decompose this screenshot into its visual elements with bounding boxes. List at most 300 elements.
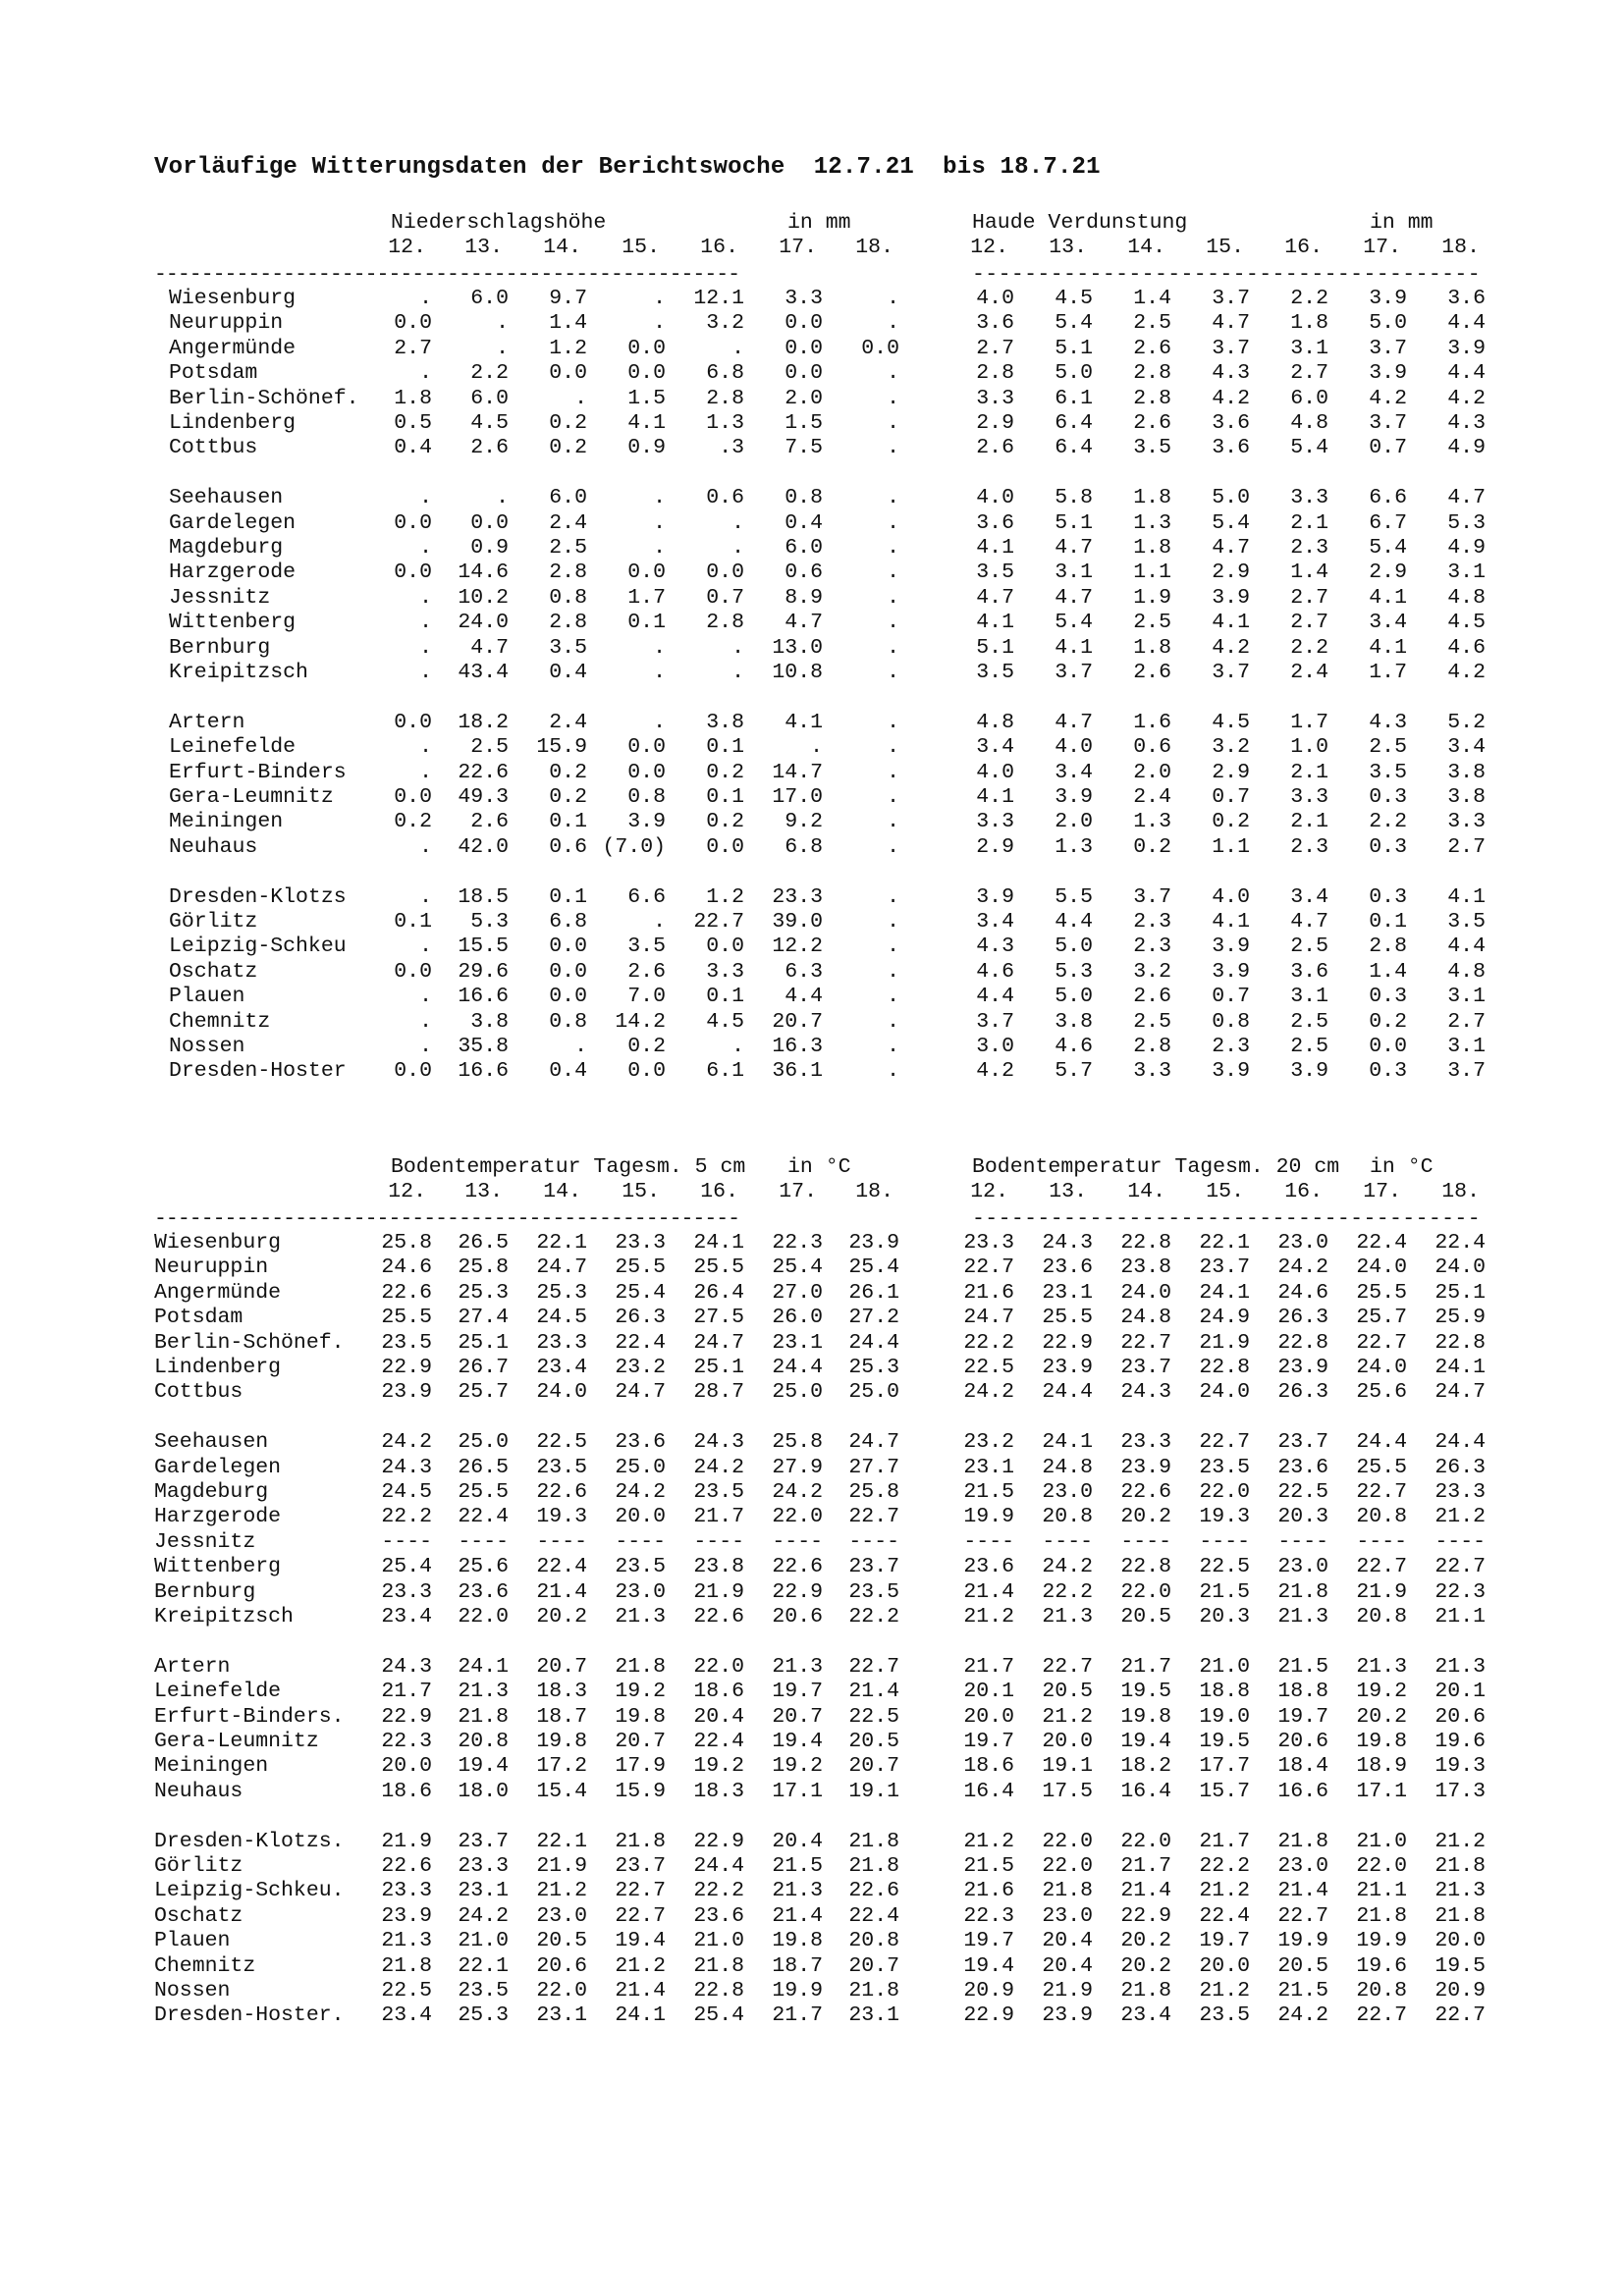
table-cell: 20.7	[772, 1704, 823, 1729]
table-cell: 22.0	[1042, 1829, 1093, 1853]
day-header-right: 14.	[1127, 1180, 1165, 1203]
table-cell: 23.1	[772, 1330, 823, 1355]
station-name: Erfurt-Binders	[169, 760, 347, 784]
table-cell: .	[810, 735, 823, 760]
table-cell: ----	[1042, 1529, 1093, 1554]
table-cell: 21.2	[536, 1879, 587, 1903]
table-cell: 5.8	[1055, 486, 1093, 510]
table-cell: 22.7	[1435, 2003, 1486, 2028]
table-cell: 22.2	[1199, 1854, 1250, 1878]
table-cell: 9.2	[785, 810, 823, 834]
table-cell: 0.0	[1369, 1035, 1407, 1058]
table-cell: 20.0	[381, 1754, 432, 1779]
table-cell: 21.4	[772, 1903, 823, 1928]
table-cell: 5.5	[1055, 884, 1093, 909]
table-cell: 22.1	[1199, 1231, 1250, 1255]
table-cell: 24.1	[1435, 1356, 1486, 1379]
table-cell: 5.4	[1055, 311, 1093, 336]
table-cell: 25.0	[458, 1430, 509, 1455]
right-table-unit: in mm	[1370, 211, 1434, 235]
table-cell: 6.6	[1369, 486, 1407, 510]
table-cell: 22.6	[848, 1879, 899, 1903]
table-cell: 24.6	[381, 1255, 432, 1280]
table-cell: 0.2	[549, 411, 587, 435]
table-cell: 3.4	[1369, 611, 1407, 635]
station-name: Magdeburg	[154, 1480, 269, 1504]
table-cell: 24.1	[615, 2003, 666, 2028]
table-cell: 0.8	[627, 785, 666, 809]
table-cell: 7.0	[627, 985, 666, 1009]
table-cell: 21.2	[1435, 1505, 1486, 1529]
table-cell: 23.6	[1277, 1455, 1328, 1479]
table-cell: 2.8	[706, 386, 744, 410]
station-name: Seehausen	[169, 486, 284, 510]
table-cell: 22.0	[772, 1505, 823, 1529]
table-cell: 23.0	[1042, 1480, 1093, 1504]
table-cell: .	[731, 536, 744, 560]
table-cell: 20.2	[1120, 1505, 1171, 1529]
table-cell: 2.6	[1133, 661, 1171, 684]
table-cell: 21.2	[963, 1605, 1014, 1629]
table-cell: 25.5	[693, 1255, 744, 1280]
table-cell: 25.5	[615, 1255, 666, 1280]
day-header-left: 15.	[622, 236, 660, 259]
table-cell: 22.9	[963, 2003, 1014, 2028]
table-cell: 19.4	[772, 1730, 823, 1753]
table-cell: 20.0	[1435, 1929, 1486, 1953]
table-cell: 22.7	[1277, 1903, 1328, 1928]
table-cell: 25.7	[458, 1380, 509, 1405]
table-cell: 0.0	[785, 361, 823, 386]
table-cell: 24.0	[1120, 1280, 1171, 1305]
table-cell: 18.6	[381, 1779, 432, 1803]
table-cell: .	[419, 884, 432, 909]
table-cell: 23.4	[381, 1605, 432, 1629]
table-cell: 3.5	[1133, 436, 1171, 460]
table-cell: 26.0	[772, 1306, 823, 1330]
table-cell: 20.0	[615, 1505, 666, 1529]
table-cell: 24.2	[458, 1903, 509, 1928]
table-cell: 25.3	[458, 1280, 509, 1305]
table-cell: 24.2	[1277, 2003, 1328, 2028]
table-cell: 24.7	[963, 1306, 1014, 1330]
table-cell: 25.5	[381, 1306, 432, 1330]
station-name: Neuhaus	[169, 834, 258, 859]
table-cell: 25.4	[693, 2003, 744, 2028]
day-header-right: 16.	[1284, 1180, 1323, 1203]
table-cell: 24.8	[1042, 1455, 1093, 1479]
table-cell: 13.0	[772, 635, 823, 660]
table-cell: 3.4	[1055, 760, 1093, 784]
table-cell: 6.4	[1055, 411, 1093, 435]
table-cell: 17.1	[1356, 1779, 1407, 1803]
table-cell: 5.4	[1290, 436, 1328, 460]
table-cell: 3.7	[976, 1009, 1014, 1034]
table-cell: 1.8	[1133, 536, 1171, 560]
table-cell: 24.7	[1435, 1380, 1486, 1405]
day-header-left: 13.	[464, 236, 503, 259]
table-cell: 24.0	[458, 611, 509, 635]
table-cell: 0.1	[1369, 910, 1407, 934]
left-table-unit: in mm	[787, 211, 851, 235]
table-cell: 20.4	[1042, 1953, 1093, 1978]
table-cell: 1.7	[1369, 661, 1407, 684]
table-cell: .3	[719, 436, 744, 460]
table-cell: 17.3	[1435, 1779, 1486, 1803]
station-name: Chemnitz	[169, 1009, 271, 1034]
table-cell: 25.4	[772, 1255, 823, 1280]
table-cell: 4.1	[976, 611, 1014, 635]
table-cell: .	[731, 336, 744, 360]
table-cell: 4.1	[976, 785, 1014, 809]
table-cell: .	[887, 810, 899, 834]
table-cell: .	[731, 635, 744, 660]
table-cell: 4.1	[1212, 611, 1250, 635]
right-table-header: Bodentemperatur Tagesm. 20 cm	[972, 1155, 1340, 1179]
table-cell: 23.9	[381, 1380, 432, 1405]
table-cell: 2.4	[1290, 661, 1328, 684]
table-cell: 21.3	[1435, 1654, 1486, 1679]
table-cell: 23.5	[693, 1480, 744, 1504]
table-cell: 1.3	[1133, 510, 1171, 535]
station-name: Harzgerode	[169, 561, 297, 585]
table-cell: 25.6	[1356, 1380, 1407, 1405]
table-cell: 0.1	[549, 810, 587, 834]
table-cell: 25.5	[1356, 1280, 1407, 1305]
table-cell: 22.7	[1435, 1555, 1486, 1579]
table-cell: 25.8	[848, 1480, 899, 1504]
table-cell: 2.9	[976, 411, 1014, 435]
table-cell: 24.0	[536, 1380, 587, 1405]
table-cell: ----	[963, 1529, 1014, 1554]
table-cell: 21.3	[1277, 1605, 1328, 1629]
table-cell: 23.1	[848, 2003, 899, 2028]
table-cell: 2.9	[1212, 561, 1250, 585]
table-cell: 21.8	[693, 1953, 744, 1978]
day-header-left: 14.	[543, 236, 581, 259]
table-cell: 26.1	[848, 1280, 899, 1305]
table-cell: 19.7	[1277, 1704, 1328, 1729]
table-cell: 15.5	[458, 934, 509, 959]
table-cell: 22.0	[1356, 1854, 1407, 1878]
table-cell: .	[653, 710, 666, 734]
station-name: Leinefelde	[154, 1680, 282, 1704]
table-cell: 4.0	[1212, 884, 1250, 909]
table-cell: 21.9	[1356, 1579, 1407, 1604]
table-cell: 2.7	[1290, 361, 1328, 386]
table-cell: 18.0	[458, 1779, 509, 1803]
table-cell: 0.8	[1212, 1009, 1250, 1034]
table-cell: 4.8	[976, 710, 1014, 734]
table-cell: 22.4	[615, 1330, 666, 1355]
station-name: Oschatz	[169, 959, 258, 984]
table-cell: 19.6	[1356, 1953, 1407, 1978]
table-cell: 18.2	[1120, 1754, 1171, 1779]
table-cell: 22.7	[963, 1255, 1014, 1280]
table-cell: 23.2	[615, 1356, 666, 1379]
table-cell: 4.1	[1447, 884, 1486, 909]
table-cell: 25.8	[458, 1255, 509, 1280]
table-cell: 16.3	[772, 1035, 823, 1058]
table-cell: .	[887, 710, 899, 734]
table-cell: 23.0	[1277, 1854, 1328, 1878]
station-name: Lindenberg	[169, 411, 297, 435]
table-cell: 20.5	[536, 1929, 587, 1953]
table-cell: .	[653, 661, 666, 684]
day-header-left: 18.	[855, 1180, 893, 1203]
table-cell: 0.0	[394, 710, 432, 734]
table-cell: 4.1	[976, 536, 1014, 560]
table-cell: 24.2	[1277, 1255, 1328, 1280]
table-cell: 20.5	[1277, 1953, 1328, 1978]
table-cell: 0.7	[1212, 785, 1250, 809]
table-cell: 1.8	[1133, 635, 1171, 660]
table-cell: 0.0	[549, 934, 587, 959]
table-cell: 18.4	[1277, 1754, 1328, 1779]
table-cell: 24.3	[1042, 1231, 1093, 1255]
table-cell: 24.7	[615, 1380, 666, 1405]
table-cell: 2.2	[1290, 635, 1328, 660]
table-cell: 4.2	[1447, 661, 1486, 684]
table-cell: 22.3	[963, 1903, 1014, 1928]
table-cell: 0.4	[549, 1059, 587, 1084]
table-cell: 10.8	[772, 661, 823, 684]
table-cell: 0.3	[1369, 785, 1407, 809]
table-cell: 20.2	[1120, 1953, 1171, 1978]
table-cell: 0.1	[549, 884, 587, 909]
table-cell: 21.9	[1199, 1330, 1250, 1355]
table-cell: .	[574, 1035, 587, 1058]
table-cell: 22.7	[1356, 1480, 1407, 1504]
table-cell: 0.0	[394, 785, 432, 809]
table-cell: 20.2	[1120, 1929, 1171, 1953]
table-cell: 23.9	[1277, 1356, 1328, 1379]
table-cell: 0.0	[706, 561, 744, 585]
table-cell: 21.7	[693, 1505, 744, 1529]
station-name: Artern	[169, 710, 245, 734]
table-cell: 21.8	[848, 1829, 899, 1853]
table-cell: 22.5	[1199, 1555, 1250, 1579]
station-name: Cottbus	[169, 436, 258, 460]
table-cell: 24.4	[1042, 1380, 1093, 1405]
table-cell: 3.6	[1447, 287, 1486, 310]
table-cell: .	[419, 536, 432, 560]
table-cell: 0.8	[549, 585, 587, 610]
table-cell: 2.1	[1290, 510, 1328, 535]
table-cell: 23.9	[1042, 2003, 1093, 2028]
table-cell: 23.8	[1120, 1255, 1171, 1280]
table-cell: .	[419, 611, 432, 635]
station-name: Wiesenburg	[169, 287, 297, 310]
table-cell: 23.4	[536, 1356, 587, 1379]
table-cell: 24.1	[458, 1654, 509, 1679]
table-cell: 21.8	[381, 1953, 432, 1978]
table-cell: 20.5	[1042, 1680, 1093, 1704]
table-cell: 3.3	[976, 386, 1014, 410]
table-cell: 18.2	[458, 710, 509, 734]
table-cell: 2.7	[976, 336, 1014, 360]
table-cell: 4.0	[976, 760, 1014, 784]
station-name: Bernburg	[169, 635, 271, 660]
table-cell: 4.0	[976, 287, 1014, 310]
table-cell: 24.1	[1199, 1280, 1250, 1305]
table-cell: 0.2	[549, 760, 587, 784]
table-cell: 19.8	[1120, 1704, 1171, 1729]
table-cell: 5.0	[1055, 934, 1093, 959]
table-cell: 23.7	[1120, 1356, 1171, 1379]
table-cell: 19.9	[1277, 1929, 1328, 1953]
table-cell: 20.7	[848, 1953, 899, 1978]
table-cell: 19.2	[693, 1754, 744, 1779]
table-cell: 22.1	[536, 1231, 587, 1255]
table-cell: ----	[1435, 1529, 1486, 1554]
table-cell: 2.7	[394, 336, 432, 360]
table-cell: 16.6	[458, 1059, 509, 1084]
table-cell: 3.4	[1290, 884, 1328, 909]
table-cell: 3.6	[1212, 411, 1250, 435]
table-cell: 22.4	[1356, 1231, 1407, 1255]
day-header-left: 17.	[779, 1180, 817, 1203]
table-cell: 24.0	[1356, 1356, 1407, 1379]
table-cell: 18.6	[693, 1680, 744, 1704]
table-cell: 3.9	[1369, 287, 1407, 310]
table-cell: 0.0	[861, 336, 899, 360]
table-cell: 3.3	[706, 959, 744, 984]
table-cell: 21.7	[1120, 1854, 1171, 1878]
table-cell: 2.9	[1212, 760, 1250, 784]
table-cell: 17.0	[772, 785, 823, 809]
table-cell: 20.8	[1356, 1505, 1407, 1529]
table-cell: 0.0	[394, 311, 432, 336]
table-cell: 0.8	[549, 1009, 587, 1034]
table-cell: .	[731, 510, 744, 535]
table-cell: 19.3	[1435, 1754, 1486, 1779]
table-cell: 1.0	[1290, 735, 1328, 760]
table-cell: 49.3	[458, 785, 509, 809]
table-cell: 21.8	[1120, 1979, 1171, 2002]
table-cell: 0.6	[785, 561, 823, 585]
table-cell: 3.9	[976, 884, 1014, 909]
table-cell: .	[419, 760, 432, 784]
table-cell: 3.9	[1212, 934, 1250, 959]
table-cell: 0.9	[470, 536, 509, 560]
table-cell: 3.5	[549, 635, 587, 660]
table-cell: 23.6	[458, 1579, 509, 1604]
table-cell: 18.7	[536, 1704, 587, 1729]
table-cell: 17.5	[1042, 1779, 1093, 1803]
table-cell: 2.5	[1290, 1009, 1328, 1034]
table-cell: 27.7	[848, 1455, 899, 1479]
table-cell: 2.6	[1133, 411, 1171, 435]
table-cell: 4.0	[976, 486, 1014, 510]
table-cell: 4.5	[706, 1009, 744, 1034]
table-cell: 4.5	[1447, 611, 1486, 635]
table-cell: 27.0	[772, 1280, 823, 1305]
table-cell: 21.3	[381, 1929, 432, 1953]
table-cell: 23.0	[1042, 1903, 1093, 1928]
table-cell: 2.4	[549, 710, 587, 734]
table-cell: 15.4	[536, 1779, 587, 1803]
table-cell: 20.7	[536, 1654, 587, 1679]
table-cell: 23.5	[536, 1455, 587, 1479]
table-cell: 22.2	[381, 1505, 432, 1529]
table-cell: 1.8	[394, 386, 432, 410]
table-cell: 0.1	[627, 611, 666, 635]
table-cell: 23.8	[693, 1555, 744, 1579]
table-cell: 21.2	[1435, 1829, 1486, 1853]
table-cell: 22.9	[1120, 1903, 1171, 1928]
table-cell: 0.8	[785, 486, 823, 510]
station-name: Oschatz	[154, 1903, 244, 1928]
table-cell: .	[653, 287, 666, 310]
table-cell: 23.6	[1042, 1255, 1093, 1280]
table-cell: 5.4	[1369, 536, 1407, 560]
table-cell: 6.0	[470, 386, 509, 410]
table-cell: 3.3	[785, 287, 823, 310]
table-cell: .	[887, 1009, 899, 1034]
table-cell: 22.4	[693, 1730, 744, 1753]
table-cell: 2.9	[976, 834, 1014, 859]
table-cell: 3.9	[1055, 785, 1093, 809]
table-cell: 3.9	[1369, 361, 1407, 386]
table-cell: 24.2	[963, 1380, 1014, 1405]
station-name: Leipzig-Schkeu	[169, 934, 347, 959]
table-cell: 23.6	[963, 1555, 1014, 1579]
table-cell: 24.6	[1277, 1280, 1328, 1305]
table-cell: 3.6	[976, 311, 1014, 336]
table-cell: 21.5	[963, 1854, 1014, 1878]
table-cell: 19.7	[772, 1680, 823, 1704]
station-name: Jessnitz	[154, 1529, 256, 1554]
table-cell: 4.6	[976, 959, 1014, 984]
table-cell: 22.6	[381, 1854, 432, 1878]
table-cell: 18.8	[1199, 1680, 1250, 1704]
table-cell: 22.0	[1042, 1854, 1093, 1878]
table-cell: 4.7	[1055, 710, 1093, 734]
table-cell: 3.5	[1369, 760, 1407, 784]
table-cell: 24.3	[1120, 1380, 1171, 1405]
table-cell: 22.0	[1120, 1579, 1171, 1604]
table-cell: 23.9	[848, 1231, 899, 1255]
table-cell: 26.3	[1277, 1306, 1328, 1330]
table-cell: 7.5	[785, 436, 823, 460]
table-cell: 21.8	[1277, 1579, 1328, 1604]
table-cell: 3.3	[1290, 486, 1328, 510]
table-cell: 12.1	[693, 287, 744, 310]
day-header-right: 18.	[1441, 236, 1480, 259]
table-cell: .	[887, 985, 899, 1009]
table-cell: 21.2	[1199, 1979, 1250, 2002]
table-cell: 22.7	[1356, 2003, 1407, 2028]
day-header-left: 12.	[388, 236, 426, 259]
table-cell: 19.1	[1042, 1754, 1093, 1779]
table-cell: 4.7	[1055, 585, 1093, 610]
table-cell: 25.5	[458, 1480, 509, 1504]
table-cell: .	[887, 910, 899, 934]
table-cell: 4.7	[470, 635, 509, 660]
table-cell: ----	[615, 1529, 666, 1554]
table-cell: 21.9	[693, 1579, 744, 1604]
table-cell: 4.4	[1447, 311, 1486, 336]
table-cell: 3.1	[1447, 1035, 1486, 1058]
table-cell: 23.1	[1042, 1280, 1093, 1305]
table-cell: 2.5	[1133, 311, 1171, 336]
table-cell: 0.4	[785, 510, 823, 535]
table-cell: .	[419, 834, 432, 859]
table-cell: ----	[1277, 1529, 1328, 1554]
table-cell: 2.8	[1369, 934, 1407, 959]
station-name: Angermünde	[169, 336, 297, 360]
